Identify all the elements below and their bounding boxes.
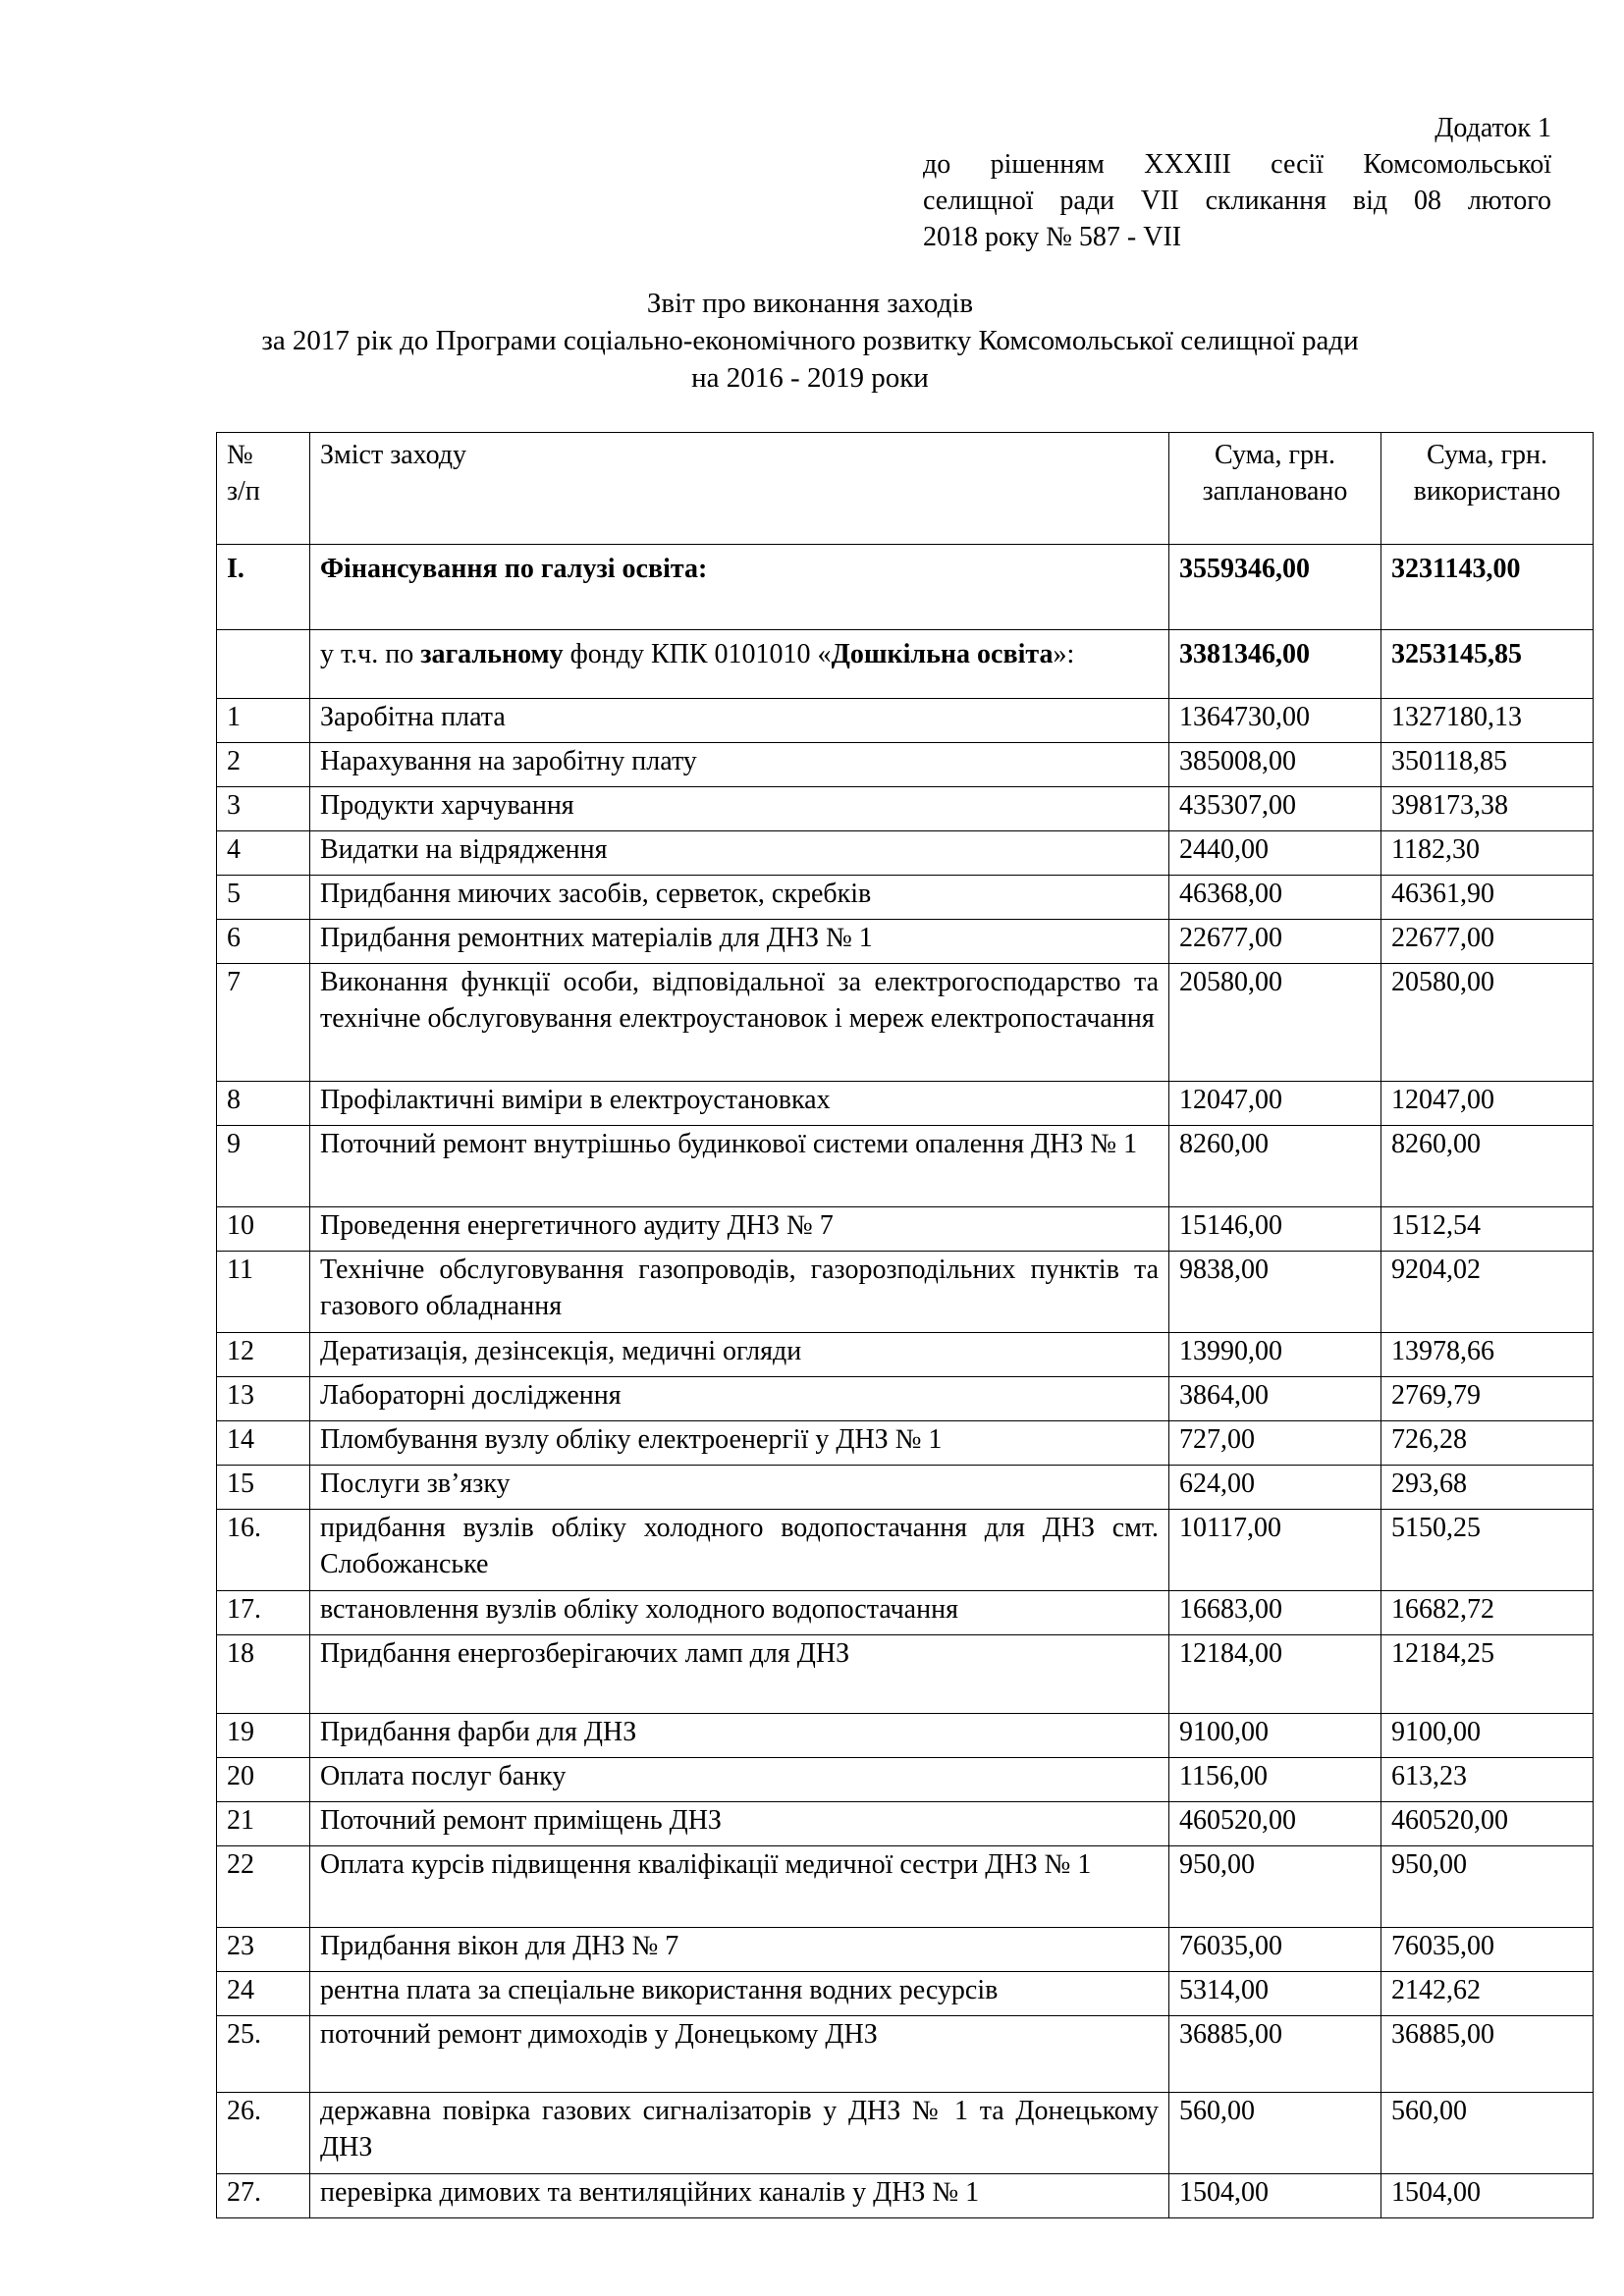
row-desc: Оплата послуг банку — [310, 1758, 1169, 1802]
row-desc: Профілактичні виміри в електроустановках — [310, 1082, 1169, 1126]
row-num: 23 — [217, 1928, 310, 1972]
table-row — [217, 743, 1594, 787]
row-num: 17. — [217, 1591, 310, 1635]
table-row — [217, 2174, 1594, 2218]
row-num: 3 — [217, 787, 310, 831]
table-row — [217, 2016, 1594, 2093]
row-used: 398173,38 — [1381, 787, 1594, 831]
row-desc: Пломбування вузлу обліку електроенергії у ДНЗ № 1 — [310, 1421, 1169, 1466]
row-num: 20 — [217, 1758, 310, 1802]
row-num: 14 — [217, 1421, 310, 1466]
row-used: 2142,62 — [1381, 1972, 1594, 2016]
row-planned: 5314,00 — [1169, 1972, 1381, 2016]
row-planned: 13990,00 — [1169, 1333, 1381, 1377]
row-used: 5150,25 — [1381, 1510, 1594, 1591]
row-used: 12184,25 — [1381, 1635, 1594, 1714]
row-used: 22677,00 — [1381, 920, 1594, 964]
row-desc: Дератизація, дезінсекція, медичні огляди — [310, 1333, 1169, 1377]
row-desc: Придбання фарби для ДНЗ — [310, 1714, 1169, 1758]
row-desc: Придбання ремонтних матеріалів для ДНЗ № 1 — [310, 920, 1169, 964]
row-desc: державна повірка газових сигналізаторів у ДНЗ № 1 та Донецькому ДНЗ — [310, 2093, 1169, 2174]
table-row — [217, 1082, 1594, 1126]
table-row — [217, 876, 1594, 920]
table-row — [217, 699, 1594, 743]
row-used: 16682,72 — [1381, 1591, 1594, 1635]
header-planned: Сума, грн. заплановано — [1169, 433, 1381, 545]
row-desc: Видатки на відрядження — [310, 831, 1169, 876]
row-planned: 385008,00 — [1169, 743, 1381, 787]
row-num: 24 — [217, 1972, 310, 2016]
row-desc: Нарахування на заробітну плату — [310, 743, 1169, 787]
table-row — [217, 920, 1594, 964]
row-num: 27. — [217, 2174, 310, 2218]
subtotal-num — [217, 630, 310, 699]
annex-line-3: 2018 року № 587 - VII — [923, 222, 1182, 252]
row-planned: 20580,00 — [1169, 964, 1381, 1082]
row-used: 1512,54 — [1381, 1207, 1594, 1252]
table-row — [217, 1714, 1594, 1758]
subtotal-used: 3253145,85 — [1381, 630, 1594, 699]
section-used: 3231143,00 — [1381, 545, 1594, 630]
report-title — [196, 285, 1424, 397]
row-num: 22 — [217, 1846, 310, 1928]
table-row — [217, 1635, 1594, 1714]
table-row — [217, 1377, 1594, 1421]
row-planned: 76035,00 — [1169, 1928, 1381, 1972]
row-num: 12 — [217, 1333, 310, 1377]
row-planned: 8260,00 — [1169, 1126, 1381, 1207]
table-row — [217, 1802, 1594, 1846]
row-num: 15 — [217, 1466, 310, 1510]
row-desc: Виконання функції особи, відповідальної за електрогосподарство та технічне обслуговування електроустановок і мереж електропостачання — [310, 964, 1169, 1082]
table-row — [217, 1510, 1594, 1591]
row-planned: 460520,00 — [1169, 1802, 1381, 1846]
row-num: 2 — [217, 743, 310, 787]
row-planned: 12184,00 — [1169, 1635, 1381, 1714]
row-used: 36885,00 — [1381, 2016, 1594, 2093]
row-used: 1327180,13 — [1381, 699, 1594, 743]
row-num: 16. — [217, 1510, 310, 1591]
row-planned: 15146,00 — [1169, 1207, 1381, 1252]
table-row — [217, 1972, 1594, 2016]
row-desc: Продукти харчування — [310, 787, 1169, 831]
row-planned: 12047,00 — [1169, 1082, 1381, 1126]
row-planned: 3864,00 — [1169, 1377, 1381, 1421]
table-row — [217, 1846, 1594, 1928]
row-planned: 2440,00 — [1169, 831, 1381, 876]
row-desc: Оплата курсів підвищення кваліфікації медичної сестри ДНЗ № 1 — [310, 1846, 1169, 1928]
row-planned: 46368,00 — [1169, 876, 1381, 920]
row-num: 13 — [217, 1377, 310, 1421]
row-desc: поточний ремонт димоходів у Донецькому ДНЗ — [310, 2016, 1169, 2093]
row-desc: Поточний ремонт приміщень ДНЗ — [310, 1802, 1169, 1846]
table-row — [217, 2093, 1594, 2174]
table-row — [217, 1928, 1594, 1972]
row-used: 726,28 — [1381, 1421, 1594, 1466]
row-used: 560,00 — [1381, 2093, 1594, 2174]
table-row — [217, 1333, 1594, 1377]
row-planned: 16683,00 — [1169, 1591, 1381, 1635]
row-used: 613,23 — [1381, 1758, 1594, 1802]
row-planned: 435307,00 — [1169, 787, 1381, 831]
row-num: 19 — [217, 1714, 310, 1758]
row-num: 7 — [217, 964, 310, 1082]
row-desc: Придбання миючих засобів, серветок, скребків — [310, 876, 1169, 920]
row-desc: придбання вузлів обліку холодного водопостачання для ДНЗ смт. Слобожанське — [310, 1510, 1169, 1591]
row-planned: 9100,00 — [1169, 1714, 1381, 1758]
row-used: 1182,30 — [1381, 831, 1594, 876]
row-used: 9100,00 — [1381, 1714, 1594, 1758]
row-desc: Проведення енергетичного аудиту ДНЗ № 7 — [310, 1207, 1169, 1252]
table-header-row — [217, 433, 1594, 545]
row-desc: Заробітна плата — [310, 699, 1169, 743]
report-title-line-2: за 2017 рік до Програми соціально-економічного розвитку Комсомольської селищної ради — [261, 325, 1359, 356]
table-row — [217, 1207, 1594, 1252]
subtotal-desc: у т.ч. по загальному фонду КПК 0101010 «Дошкільна освіта»: — [310, 630, 1169, 699]
section-planned: 3559346,00 — [1169, 545, 1381, 630]
row-planned: 560,00 — [1169, 2093, 1381, 2174]
row-num: 25. — [217, 2016, 310, 2093]
row-num: 4 — [217, 831, 310, 876]
row-used: 9204,02 — [1381, 1252, 1594, 1333]
row-desc: Придбання вікон для ДНЗ № 7 — [310, 1928, 1169, 1972]
table-row — [217, 1758, 1594, 1802]
row-planned: 950,00 — [1169, 1846, 1381, 1928]
report-title-line-1: Звіт про виконання заходів — [646, 288, 974, 319]
row-num: 6 — [217, 920, 310, 964]
row-desc: Придбання енергозберігаючих ламп для ДНЗ — [310, 1635, 1169, 1714]
row-desc: Технічне обслуговування газопроводів, газорозподільних пунктів та газового обладнання — [310, 1252, 1169, 1333]
row-desc: перевірка димових та вентиляційних каналів у ДНЗ № 1 — [310, 2174, 1169, 2218]
row-num: 26. — [217, 2093, 310, 2174]
row-num: 21 — [217, 1802, 310, 1846]
row-planned: 10117,00 — [1169, 1510, 1381, 1591]
row-planned: 624,00 — [1169, 1466, 1381, 1510]
row-num: 5 — [217, 876, 310, 920]
row-used: 20580,00 — [1381, 964, 1594, 1082]
row-used: 293,68 — [1381, 1466, 1594, 1510]
header-num: № з/п — [217, 433, 310, 545]
section-title: Фінансування по галузі освіта: — [310, 545, 1169, 630]
row-desc: Поточний ремонт внутрішньо будинкової системи опалення ДНЗ № 1 — [310, 1126, 1169, 1207]
row-used: 460520,00 — [1381, 1802, 1594, 1846]
row-num: 1 — [217, 699, 310, 743]
row-desc: Послуги зв’язку — [310, 1466, 1169, 1510]
row-used: 76035,00 — [1381, 1928, 1594, 1972]
table-row — [217, 1252, 1594, 1333]
row-desc: рентна плата за спеціальне використання водних ресурсів — [310, 1972, 1169, 2016]
row-planned: 1504,00 — [1169, 2174, 1381, 2218]
table-row — [217, 1421, 1594, 1466]
table-row — [217, 1466, 1594, 1510]
header-content: Зміст заходу — [310, 433, 1169, 545]
row-planned: 36885,00 — [1169, 2016, 1381, 2093]
row-planned: 22677,00 — [1169, 920, 1381, 964]
report-title-line-3: на 2016 - 2019 роки — [691, 362, 929, 394]
row-planned: 1364730,00 — [1169, 699, 1381, 743]
row-used: 350118,85 — [1381, 743, 1594, 787]
annex-block — [923, 110, 1551, 255]
annex-line-1: до рішенням XXXIII сесії Комсомольської — [923, 149, 1551, 180]
table-row — [217, 964, 1594, 1082]
annex-line-2: селищної ради VII скликання від 08 лютого — [923, 186, 1551, 216]
row-used: 8260,00 — [1381, 1126, 1594, 1207]
row-used: 1504,00 — [1381, 2174, 1594, 2218]
annex-title: Додаток 1 — [1435, 113, 1551, 143]
row-num: 18 — [217, 1635, 310, 1714]
table-row — [217, 1126, 1594, 1207]
report-table — [216, 432, 1594, 2218]
row-num: 9 — [217, 1126, 310, 1207]
row-planned: 727,00 — [1169, 1421, 1381, 1466]
row-num: 8 — [217, 1082, 310, 1126]
section-row — [217, 545, 1594, 630]
row-num: 11 — [217, 1252, 310, 1333]
row-used: 950,00 — [1381, 1846, 1594, 1928]
row-used: 2769,79 — [1381, 1377, 1594, 1421]
row-used: 46361,90 — [1381, 876, 1594, 920]
section-num: І. — [217, 545, 310, 630]
row-num: 10 — [217, 1207, 310, 1252]
row-planned: 9838,00 — [1169, 1252, 1381, 1333]
row-used: 13978,66 — [1381, 1333, 1594, 1377]
row-desc: встановлення вузлів обліку холодного водопостачання — [310, 1591, 1169, 1635]
subtotal-planned: 3381346,00 — [1169, 630, 1381, 699]
row-desc: Лабораторні дослідження — [310, 1377, 1169, 1421]
table-row — [217, 1591, 1594, 1635]
table-row — [217, 787, 1594, 831]
row-used: 12047,00 — [1381, 1082, 1594, 1126]
table-row — [217, 831, 1594, 876]
row-planned: 1156,00 — [1169, 1758, 1381, 1802]
header-used: Сума, грн. використано — [1381, 433, 1594, 545]
subtotal-row — [217, 630, 1594, 699]
